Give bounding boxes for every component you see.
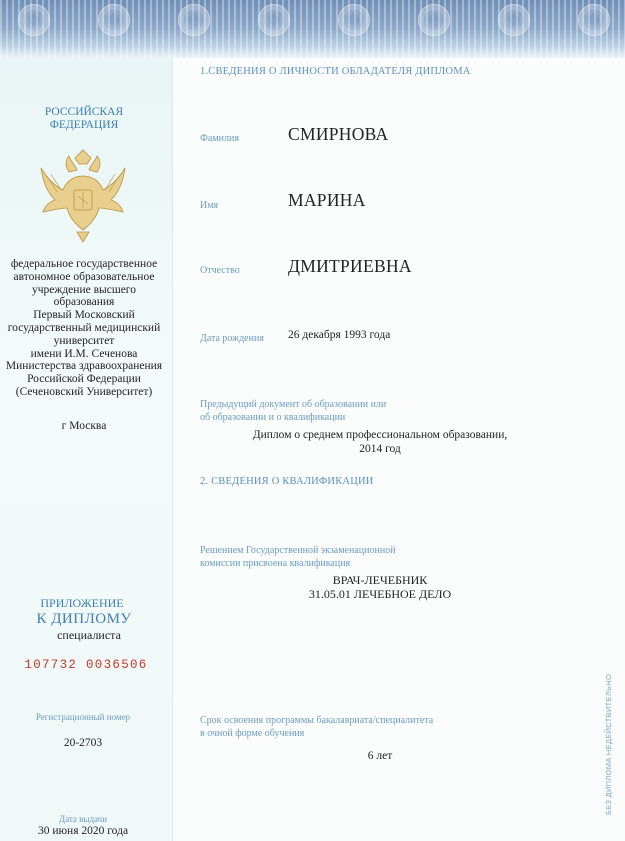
organization-line: имени И.М. Сеченова (30, 347, 138, 360)
previous-document-label-line: об образовании и о квалификации (200, 412, 346, 423)
surname-value: СМИРНОВА (288, 124, 389, 144)
issue-date-label: Дата выдачи (58, 814, 108, 824)
organization-line: Министерства здравоохранения (5, 360, 163, 373)
organization-line: государственный медицинский (7, 321, 161, 334)
previous-document-value (210, 428, 550, 456)
name-value: МАРИНА (288, 190, 366, 210)
country-line-2: ФЕДЕРАЦИЯ (49, 119, 119, 131)
organization-name (0, 258, 168, 399)
duration-label-line: в очной форме обучения (200, 728, 305, 739)
serial-number: 107732 0036506 (24, 658, 148, 672)
patronymic-value: ДМИТРИЕВНА (288, 256, 412, 276)
birthdate-value: 26 декабря 1993 года (288, 329, 391, 341)
previous-document-line: 2014 год (359, 443, 401, 455)
organization-line: (Сеченовский Университет) (15, 385, 153, 398)
decision-label-line: комиссии присвоена квалификация (200, 558, 351, 569)
duration-value: 6 лет (367, 750, 393, 762)
decision-label (200, 544, 396, 570)
qualification-title: ВРАЧ-ЛЕЧЕБНИК (332, 573, 428, 587)
rosette-ornament (498, 4, 530, 36)
appendix-degree: специалиста (57, 628, 121, 642)
birthdate-label: Дата рождения (200, 333, 264, 344)
decision-label-line: Решением Государственной экзаменационной (200, 545, 396, 556)
appendix-subtitle: К ДИПЛОМУ (36, 611, 132, 627)
issue-date: 30 июня 2020 года (37, 825, 129, 837)
rosette-ornament (258, 4, 290, 36)
double-headed-eagle-icon (33, 146, 133, 246)
rosette-ornament (578, 4, 610, 36)
rosette-ornament (338, 4, 370, 36)
name-label: Имя (200, 200, 219, 211)
duration-label-line: Срок освоения программы бакалавриата/специалитета (200, 715, 434, 726)
previous-document-label (200, 398, 386, 424)
qualification-specialty: 31.05.01 ЛЕЧЕБНОЕ ДЕЛО (308, 587, 452, 601)
country-line-1: РОССИЙСКАЯ (44, 106, 124, 118)
top-guilloche-band (0, 0, 625, 58)
rosette-ornament (178, 4, 210, 36)
rosette-ornament (98, 4, 130, 36)
rosette-ornament (418, 4, 450, 36)
city: г Москва (61, 420, 107, 432)
vertical-validity-note: БЕЗ ДИПЛОМА НЕДЕЙСТВИТЕЛЬНО (604, 673, 613, 815)
section-title-personal: 1.СВЕДЕНИЯ О ЛИЧНОСТИ ОБЛАДАТЕЛЯ ДИПЛОМА (200, 66, 471, 77)
organization-line: Первый Московский (33, 309, 135, 322)
appendix-title: ПРИЛОЖЕНИЕ (40, 596, 124, 610)
organization-line: федеральное государственное (10, 258, 158, 270)
registration-label: Регистрационный номер (35, 712, 131, 722)
previous-document-line: Диплом о среднем профессиональном образовании, (252, 429, 508, 441)
patronymic-label: Отчество (200, 265, 240, 276)
organization-line: Российской Федерации (27, 373, 141, 386)
country-title (0, 106, 168, 132)
section-title-qualification: 2. СВЕДЕНИЯ О КВАЛИФИКАЦИИ (200, 476, 374, 487)
surname-label: Фамилия (200, 133, 239, 144)
rosette-ornament (18, 4, 50, 36)
organization-line: автономное образовательное (13, 270, 155, 283)
organization-line: учреждение высшего (32, 283, 136, 296)
duration-label (200, 714, 433, 740)
organization-line: университет (53, 334, 115, 347)
organization-line: образования (53, 296, 115, 309)
previous-document-label-line: Предыдущий документ об образовании или (200, 399, 387, 410)
registration-number: 20-2703 (63, 737, 103, 749)
